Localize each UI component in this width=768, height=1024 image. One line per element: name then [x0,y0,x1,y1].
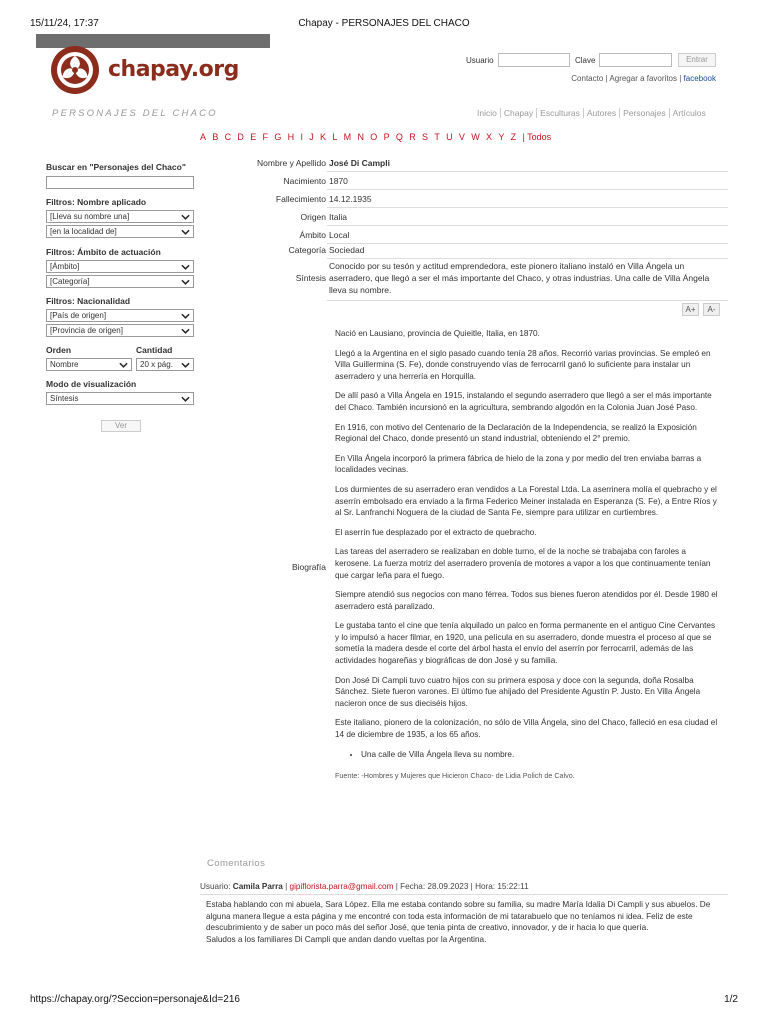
alpha-letter[interactable]: R [409,132,416,142]
filter-ambito-select-2[interactable] [46,275,194,288]
alpha-letter[interactable]: J [309,132,314,142]
alpha-letter[interactable]: K [320,132,327,142]
print-footer [30,994,738,1006]
field-value-origen: Italia [329,212,347,222]
nav-chapay[interactable]: Chapay [501,108,537,118]
field-value-nombre: José Di Campli [329,158,390,168]
select-value: Síntesis [50,394,79,403]
filter-nac-select-1[interactable] [46,309,194,322]
row-divider [327,225,728,226]
print-datetime: 15/11/24, 17:37 [30,18,99,29]
row-divider [327,189,728,190]
chevron-down-icon [181,395,190,403]
print-header [30,18,738,30]
orden-select[interactable] [46,358,132,371]
bio-paragraph: De allí pasó a Villa Ángela en 1915, instalando el segundo aserradero que llegó a ser el más importante del Chaco. También incursionó en la agricultura, sembrando algodón en la Colonia Juan José Paso. [335,391,712,412]
bio-paragraph: Le gustaba tanto el cine que tenía alquilado un palco en forma permanente en el antiguo Cine Cervantes y lo impulsó a hacer filmar, en 1920, una película en su aserradero, donde muestra el proceso al que se sometía la madera desde el corte del árbol hasta el envío del aserrín por ferrocarril, además de las actividades hogareñas y biográficas de don José y su familia. [335,621,716,666]
user-label: Usuario [466,56,494,65]
comments-title: Comentarios [207,858,266,869]
pass-input[interactable] [599,53,672,67]
nav-autores[interactable]: Autores [584,108,620,118]
font-decrease-button[interactable]: A- [703,303,720,316]
select-value: [País de origen] [50,311,107,320]
field-label: Origen [300,212,326,222]
biografia-label: Biografía [291,562,326,572]
filter-nac-select-2[interactable] [46,324,194,337]
comment-user-prefix: Usuario: [200,882,231,891]
alpha-letter[interactable]: S [422,132,429,142]
row-divider [327,171,728,172]
filter-nac-label: Filtros: Nacionalidad [46,296,131,306]
alpha-letter[interactable]: L [332,132,338,142]
cantidad-label: Cantidad [136,345,173,355]
login-form [466,53,716,69]
select-value: [Categoría] [50,277,90,286]
field-label: Categoría [288,245,326,255]
select-value: [Ámbito] [50,262,80,271]
field-label: Nombre y Apellido [257,158,326,168]
row-divider [327,300,728,301]
alpha-todos[interactable]: | Todos [522,132,552,142]
field-label: Fallecimiento [275,194,326,204]
top-links: Contacto | Agregar a favoritos | facebook [571,74,716,83]
filter-name-label: Filtros: Nombre aplicado [46,197,147,207]
contacto-link[interactable]: Contacto [571,74,604,83]
field-value-nacimiento: 1870 [329,176,348,186]
select-value: [Provincia de origen] [50,326,123,335]
bio-paragraph: El aserrín fue desplazado por el extracto de quebracho. [335,527,537,537]
field-label: Nacimiento [283,176,326,186]
alpha-letter[interactable]: D [237,132,244,142]
main-nav [474,108,709,118]
alpha-letter[interactable]: H [287,132,295,142]
nav-inicio[interactable]: Inicio [474,108,501,118]
comment-email-link[interactable]: gipiflorista.parra@gmail.com [289,882,394,891]
alpha-letter[interactable]: E [250,132,257,142]
alpha-letter[interactable]: O [370,132,378,142]
search-input[interactable] [46,176,194,189]
bio-paragraph: Don José Di Campli tuvo cuatro hijos con su primera esposa y doce con la segunda, doña Rosalba Sánchez. Siete fueron varones. El último fue ahijado del Presidente Agustín P. Justo. En Villa Ángela nacieron once de sus dieciséis hijos. [335,675,701,708]
orden-label: Orden [46,345,72,355]
alpha-letter[interactable]: I [300,132,303,142]
alpha-letter[interactable]: G [274,132,282,142]
print-url: https://chapay.org/?Seccion=personaje&Id=216 [30,994,240,1005]
bio-paragraph: Nació en Lausiano, provincia de Quieitle, Italia, en 1870. [335,329,540,338]
site-logo[interactable] [50,45,240,95]
chevron-down-icon [181,327,190,335]
filter-ambito-label: Filtros: Ámbito de actuación [46,247,161,257]
chevron-down-icon [181,361,190,369]
comment-body [206,899,726,945]
alpha-letter[interactable]: U [446,132,453,142]
alpha-letter[interactable]: F [262,132,269,142]
bio-paragraph: Las tareas del aserradero se realizaban en doble turno, el de la noche se trabajaba con faroles a kerosene. La fuerza motriz del aserradero provenía de motores a vapor a los que continuamente tenían que cargar leña para el fuego. [335,547,711,580]
bio-source: Fuente: -Hombres y Mujeres que Hicieron Chaco- de Lidia Polich de Calvo. [335,771,575,781]
select-value: 20 x pág. [140,360,173,369]
alpha-letter[interactable]: M [343,132,352,142]
chevron-down-icon [181,213,190,221]
cantidad-select[interactable] [136,358,194,371]
bio-paragraph: En 1916, con motivo del Centenario de la Declaración de la Independencia, se realizó la Exposición Regional del Chaco, donde presentó un stand industrial, obteniendo el 2° premio. [335,422,697,444]
favoritos-link[interactable]: Agregar a favoritos [609,74,677,83]
enter-button[interactable]: Entrar [678,53,716,67]
alpha-letter[interactable]: T [434,132,440,142]
comment-paragraph: Estaba hablando con mi abuela, Sara López. Ella me estaba contando sobre su familia, su madre María Idalia Di Campli y sus abuelos. De alguna manera llegue a esta página y me encontré con toda esta información de mi tatarabuelo que no teníamos ni idea. Feliz de este descubrimiento y de saber un poco más del señor José, que tenia pinta de creativo, innovador, y de ir hacia lo que quería. [206,900,711,932]
bio-paragraph: Siempre atendió sus negocios con mano férrea. Todos sus bienes fueron atendidos por él. Desde 1980 el aserradero está paralizado. [335,590,718,611]
font-increase-button[interactable]: A+ [682,303,699,316]
filter-name-select-1[interactable] [46,210,194,223]
filter-ambito-select-1[interactable] [46,260,194,273]
bio-paragraph: Los durmientes de su aserradero eran vendidos a La Forestal Ltda. La aserrinera molía el quebracho y el aserrín embolsado era enviado a la firma Federico Meiner instalada en Esperanza (S. Fe), a Entre Ríos y al Sr. Lanfranchi Noguera de la ciudad de Santa Fe, siempre para utilizar en curtiembres. [335,484,717,518]
alpha-letter[interactable]: X [486,132,493,142]
chevron-down-icon [119,361,128,369]
section-title: PERSONAJES DEL CHACO [52,108,218,119]
nav-articulos[interactable]: Artículos [672,108,706,118]
alpha-letter[interactable]: C [224,132,232,142]
row-divider [327,258,728,259]
field-value-fallecimiento: 14.12.1935 [329,194,372,204]
alpha-letter[interactable]: Q [395,132,403,142]
row-divider [327,207,728,208]
logo-emblem-icon [50,45,100,95]
field-value-categoria: Sociedad [329,245,365,255]
alpha-letter[interactable]: P [383,132,390,142]
alpha-letter[interactable]: B [212,132,219,142]
facebook-link[interactable]: facebook [683,74,716,83]
bio-paragraph: Este italiano, pionero de la colonización, no sólo de Villa Ángela, sino del Chaco, falleció en esa ciudad el 14 de diciembre de 1935, a los 65 años. [335,718,718,740]
comment-meta: Usuario: Camila Parra | gipiflorista.parra@gmail.com | Fecha: 28.09.2023 | Hora: 15:22:11 [200,882,728,895]
filter-name-select-2[interactable] [46,225,194,238]
logo-text: chapay.org [108,57,239,82]
biografia-text [335,328,721,790]
modo-label: Modo de visualización [46,379,137,389]
bio-paragraph: En Villa Ángela incorporó la primera fábrica de hielo de la zona y por medio del tren enviaba barras a localidades vecinas. [335,453,702,475]
print-page-title: Chapay - PERSONAJES DEL CHACO [298,18,470,29]
chevron-down-icon [181,228,190,236]
font-size-controls [678,303,720,316]
comment-paragraph: Saludos a los familiares Di Campli que andan dando vueltas por la Argentina. [206,934,487,944]
nav-esculturas[interactable]: Esculturas [537,108,584,118]
alphabet-nav [200,132,557,142]
field-value-sintesis: Conocido por su tesón y actitud emprendedora, este pionero italiano instaló en Villa Ángela un aserradero, que llegó a ser el más importante del Chaco, y otras industrias. Una calle de Villa Ángela lleva su nombre. [329,261,710,295]
field-label: Ámbito [299,230,326,240]
alpha-letter[interactable]: N [357,132,364,142]
row-divider [327,243,728,244]
pass-label: Clave [575,56,596,65]
chevron-down-icon [181,263,190,271]
print-page-number: 1/2 [724,994,738,1005]
select-value: [Lleva su nombre una] [50,212,130,221]
alpha-letter[interactable]: A [200,132,207,142]
bio-list [335,749,721,761]
alpha-letter[interactable]: W [471,132,480,142]
bio-paragraph: Llegó a la Argentina en el siglo pasado cuando tenía 28 años. Recorrió varias provincias. Se empleó en Villa Guillermina (S. Fe), donde construyendo vías de ferrocarril ganó lo suficiente para instalar un aserradero y una herrería en Horquilla. [335,348,711,381]
modo-select[interactable] [46,392,194,405]
user-input[interactable] [498,53,570,67]
comment-user-name: Camila Parra [232,882,283,891]
alpha-letter[interactable]: Y [498,132,505,142]
search-label: Buscar en "Personajes del Chaco" [46,162,186,172]
bio-list-item: • Una calle de Villa Ángela lleva su nombre. [361,749,721,761]
select-value: [en la localidad de] [50,227,117,236]
nav-personajes[interactable]: Personajes [620,108,670,118]
alpha-letter[interactable]: V [458,132,465,142]
comment-date: | Fecha: 28.09.2023 | Hora: 15:22:11 [395,882,529,891]
field-label: Síntesis [295,273,326,283]
select-value: Nombre [50,360,79,369]
field-value-ambito: Local [329,230,350,240]
chevron-down-icon [181,278,190,286]
alpha-letter[interactable]: Z [510,132,517,142]
ver-button[interactable]: Ver [101,420,141,432]
chevron-down-icon [181,312,190,320]
